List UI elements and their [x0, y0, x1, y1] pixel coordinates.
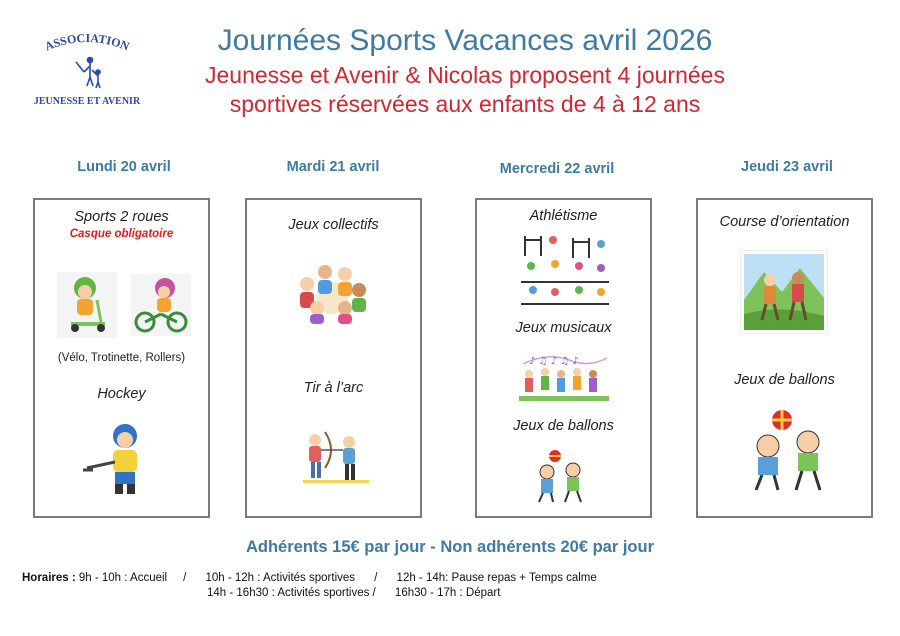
logo-figures-icon: [76, 58, 100, 89]
price-info: Adhérents 15€ par jour - Non adhérents 20€ par jour: [245, 538, 655, 556]
association-logo: [32, 30, 142, 112]
thursday-activity-1: Course d’orientation: [719, 214, 850, 230]
tuesday-activity-2: Tir à l’arc: [303, 380, 364, 396]
tuesday-box: [245, 198, 422, 518]
scooter-kid-icon: [57, 272, 117, 338]
schedule-line-2: 14h - 16h30 : Activités sportives / 16h30 - 17h : Départ: [207, 587, 501, 599]
svg-text:♪ ♫ ♪ ♫ ♪: ♪ ♫ ♪ ♫ ♪: [529, 356, 579, 367]
monday-activity-1: Sports 2 roues: [74, 209, 169, 225]
wednesday-activity-2: Jeux musicaux: [515, 320, 612, 336]
team-games-icon: [295, 262, 369, 326]
subtitle-line-2: sportives réservées aux enfants de 4 à 12 ans: [229, 91, 701, 117]
logo-bottom-text: JEUNESSE ET AVENIR: [33, 96, 141, 107]
schedule-label: Horaires :: [22, 572, 76, 584]
wednesday-activity-3: Jeux de ballons: [513, 418, 614, 434]
bike-kid-icon: [131, 274, 191, 336]
day-monday: Lundi 20 avril: [77, 159, 171, 175]
monday-warning: Casque obligatoire: [69, 228, 174, 240]
day-tuesday: Mardi 21 avril: [286, 159, 380, 175]
logo-top-text: ASSOCIATION: [42, 30, 132, 54]
monday-note: (Vélo, Trotinette, Rollers): [57, 352, 186, 364]
hockey-player-icon: [83, 422, 157, 498]
thursday-activity-2: Jeux de ballons: [734, 372, 835, 388]
page-title: Journées Sports Vacances avril 2026: [217, 24, 713, 57]
ball-games-icon-2: [748, 408, 834, 494]
athletics-icon: [517, 234, 613, 306]
wednesday-activity-1: Athlétisme: [529, 208, 598, 224]
tuesday-activity-1: Jeux collectifs: [288, 217, 379, 233]
schedule-line-1: [22, 572, 597, 584]
archery-icon: [303, 428, 369, 484]
thursday-box: [696, 198, 873, 518]
monday-box: [33, 198, 210, 518]
wednesday-box: [475, 198, 652, 518]
subtitle-line-1: Jeunesse et Avenir & Nicolas proposent 4 journées: [205, 62, 725, 88]
orienteering-icon: [740, 250, 828, 334]
day-wednesday: Mercredi 22 avril: [499, 161, 615, 177]
day-thursday: Jeudi 23 avril: [741, 159, 833, 175]
musical-games-icon: [519, 350, 609, 402]
ball-games-icon: [533, 448, 593, 504]
monday-activity-2: Hockey: [97, 386, 146, 402]
logo-graphic: [32, 30, 142, 112]
schedule-line-1-text: 9h - 10h : Accueil / 10h - 12h : Activités sportives / 12h - 14h: Pause repas + Temps calme: [75, 572, 597, 584]
